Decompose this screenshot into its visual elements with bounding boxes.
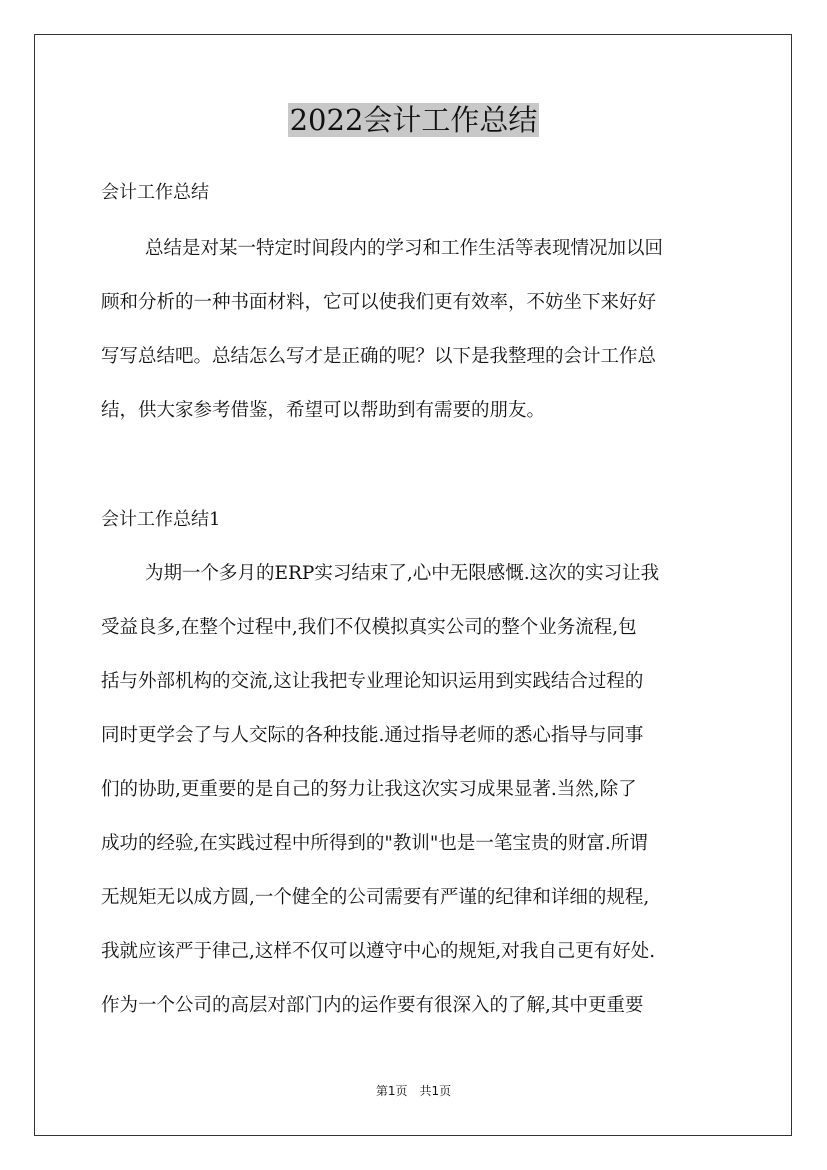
section1-line-6: 成功的经验,在实践过程中所得到的"教训"也是一笔宝贵的财富.所谓 bbox=[101, 833, 648, 854]
document-title bbox=[0, 100, 827, 140]
section1-line-5: 们的协助,更重要的是自己的努力让我这次实习成果显著.当然,除了 bbox=[101, 779, 637, 800]
section1-line-2: 受益良多,在整个过程中,我们不仅模拟真实公司的整个业务流程,包 bbox=[101, 617, 637, 638]
page-footer: 第1页 共1页 bbox=[375, 1084, 452, 1098]
intro-line-4: 结，供大家参考借鉴，希望可以帮助到有需要的朋友。 bbox=[101, 400, 546, 421]
section1-heading: 会计工作总结1 bbox=[101, 509, 221, 530]
section1-line-7: 无规矩无以成方圆,一个健全的公司需要有严谨的纪律和详细的规程, bbox=[101, 887, 650, 908]
document-title-text: 2022会计工作总结 bbox=[289, 103, 538, 137]
section1-line-4: 同时更学会了与人交际的各种技能.通过指导老师的悉心指导与同事 bbox=[101, 725, 644, 746]
section1-line-3: 括与外部机构的交流,这让我把专业理论知识运用到实践结合过程的 bbox=[101, 671, 644, 692]
subheading: 会计工作总结 bbox=[101, 182, 209, 203]
intro-line-3: 写写总结吧。总结怎么写才是正确的呢？以下是我整理的会计工作总 bbox=[101, 346, 657, 367]
intro-line-2: 顾和分析的一种书面材料，它可以使我们更有效率，不妨坐下来好好 bbox=[101, 292, 657, 313]
intro-line-1: 总结是对某一特定时间段内的学习和工作生活等表现情况加以回 bbox=[145, 238, 664, 259]
section1-line-1: 为期一个多月的ERP实习结束了,心中无限感慨.这次的实习让我 bbox=[145, 563, 660, 584]
section1-line-9: 作为一个公司的高层对部门内的运作要有很深入的了解,其中更重要 bbox=[101, 995, 644, 1016]
section1-line-8: 我就应该严于律己,这样不仅可以遵守中心的规矩,对我自己更有好处. bbox=[101, 941, 656, 962]
